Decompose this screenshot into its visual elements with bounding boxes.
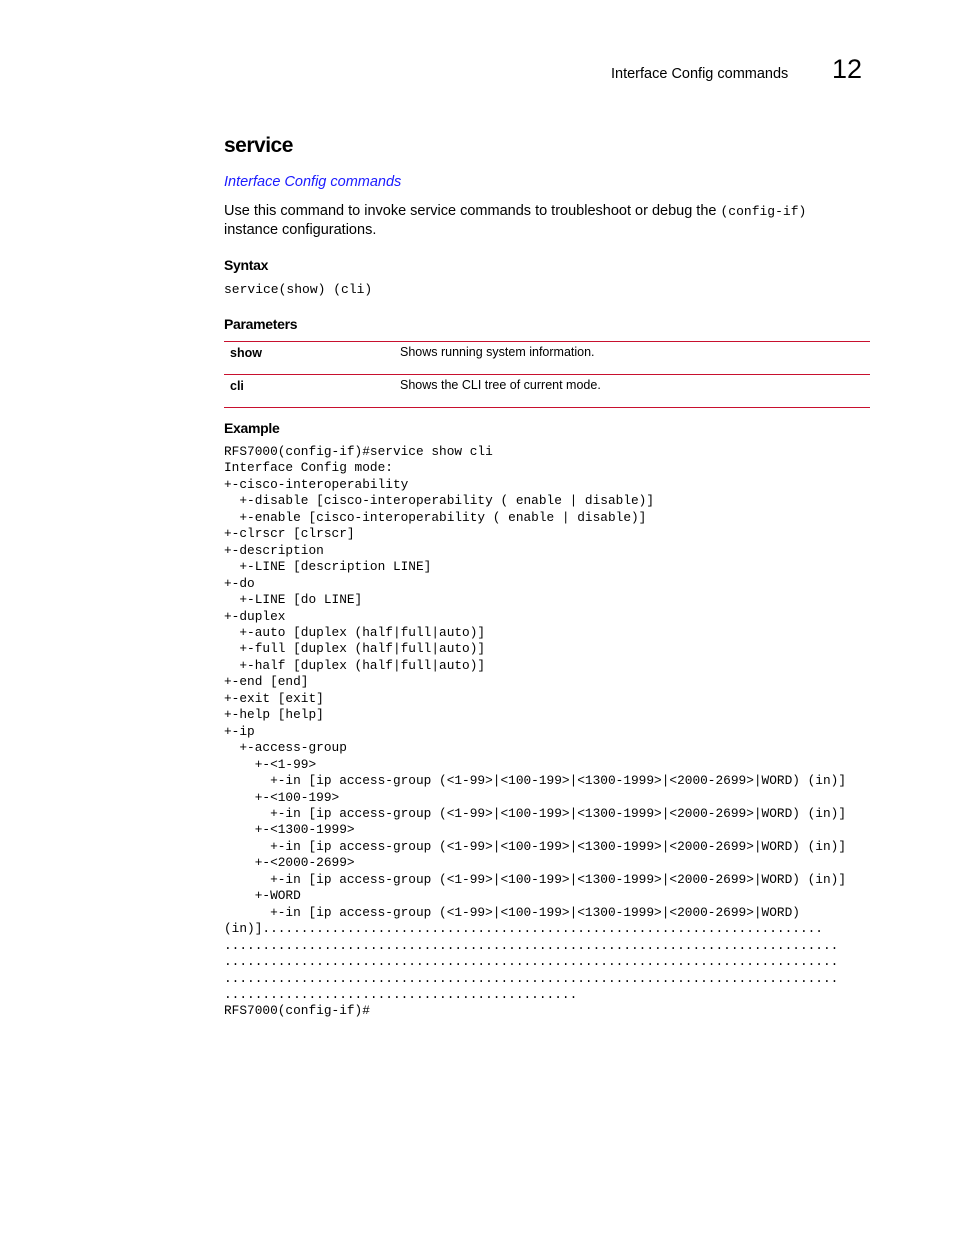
description-text: Use this command to invoke service commands to troubleshoot or debug the xyxy=(224,203,721,219)
example-line: +-cisco-interoperability xyxy=(224,476,409,492)
xref-link[interactable]: Interface Config commands xyxy=(224,174,402,190)
section-description xyxy=(224,202,864,240)
example-line: Interface Config mode: xyxy=(224,460,393,476)
param-name: show xyxy=(224,342,400,375)
parameters-heading: Parameters xyxy=(224,316,298,332)
example-line: +-enable [cisco-interoperability ( enable | disable)] xyxy=(224,509,647,525)
example-line: .............................................. xyxy=(224,986,578,1002)
example-line: +-auto [duplex (half|full|auto)] xyxy=(224,624,486,640)
example-line: ................................................................................ xyxy=(224,970,839,986)
example-line: +-duplex xyxy=(224,608,286,624)
example-line: +-WORD xyxy=(224,888,301,904)
example-line: +-in [ip access-group (<1-99>|<100-199>|<1300-1999>|<2000-2699>|WORD) (in)] xyxy=(224,871,847,887)
example-line: +-<100-199> xyxy=(224,789,340,805)
example-line: +-ip xyxy=(224,723,255,739)
chapter-number: 12 xyxy=(832,54,863,84)
example-line: +-exit [exit] xyxy=(224,690,324,706)
example-line: ................................................................................ xyxy=(224,937,839,953)
example-line: +-clrscr [clrscr] xyxy=(224,526,355,542)
syntax-heading: Syntax xyxy=(224,257,269,273)
table-row xyxy=(224,375,870,408)
example-line: +-end [end] xyxy=(224,674,309,690)
example-line: +-description xyxy=(224,542,324,558)
parameters-table xyxy=(224,341,870,408)
param-description: Shows running system information. xyxy=(400,342,870,375)
example-line: +-do xyxy=(224,575,255,591)
example-line: +-LINE [description LINE] xyxy=(224,559,432,575)
example-line: +-in [ip access-group (<1-99>|<100-199>|<1300-1999>|<2000-2699>|WORD) xyxy=(224,904,800,920)
example-line: +-half [duplex (half|full|auto)] xyxy=(224,657,486,673)
example-line: RFS7000(config-if)# xyxy=(224,1003,370,1019)
example-line: ................................................................................ xyxy=(224,954,839,970)
table-row xyxy=(224,342,870,375)
param-description: Shows the CLI tree of current mode. xyxy=(400,375,870,408)
running-header-title: Interface Config commands xyxy=(611,66,789,82)
syntax-code: service(show) (cli) xyxy=(224,282,373,297)
example-line: +-help [help] xyxy=(224,707,324,723)
example-line: +-<1-99> xyxy=(224,756,317,772)
param-name: cli xyxy=(224,375,400,408)
example-line: +-access-group xyxy=(224,740,347,756)
example-heading: Example xyxy=(224,420,280,436)
example-line: +-in [ip access-group (<1-99>|<100-199>|<1300-1999>|<2000-2699>|WORD) (in)] xyxy=(224,838,847,854)
description-text-end: instance configurations. xyxy=(224,222,377,238)
example-code-block xyxy=(224,444,846,1020)
example-line: RFS7000(config-if)#service show cli xyxy=(224,444,493,459)
example-line: +-<1300-1999> xyxy=(224,822,355,838)
description-code: (config-if) xyxy=(720,204,807,219)
example-line: +-in [ip access-group (<1-99>|<100-199>|<1300-1999>|<2000-2699>|WORD) (in)] xyxy=(224,805,847,821)
example-line: +-in [ip access-group (<1-99>|<100-199>|<1300-1999>|<2000-2699>|WORD) (in)] xyxy=(224,773,847,789)
example-line: +-full [duplex (half|full|auto)] xyxy=(224,641,486,657)
example-line: +-LINE [do LINE] xyxy=(224,592,363,608)
section-title: service xyxy=(224,134,293,157)
example-line: +-disable [cisco-interoperability ( enable | disable)] xyxy=(224,493,655,509)
example-line: +-<2000-2699> xyxy=(224,855,355,871)
example-line: (in)]......................................................................... xyxy=(224,921,823,937)
